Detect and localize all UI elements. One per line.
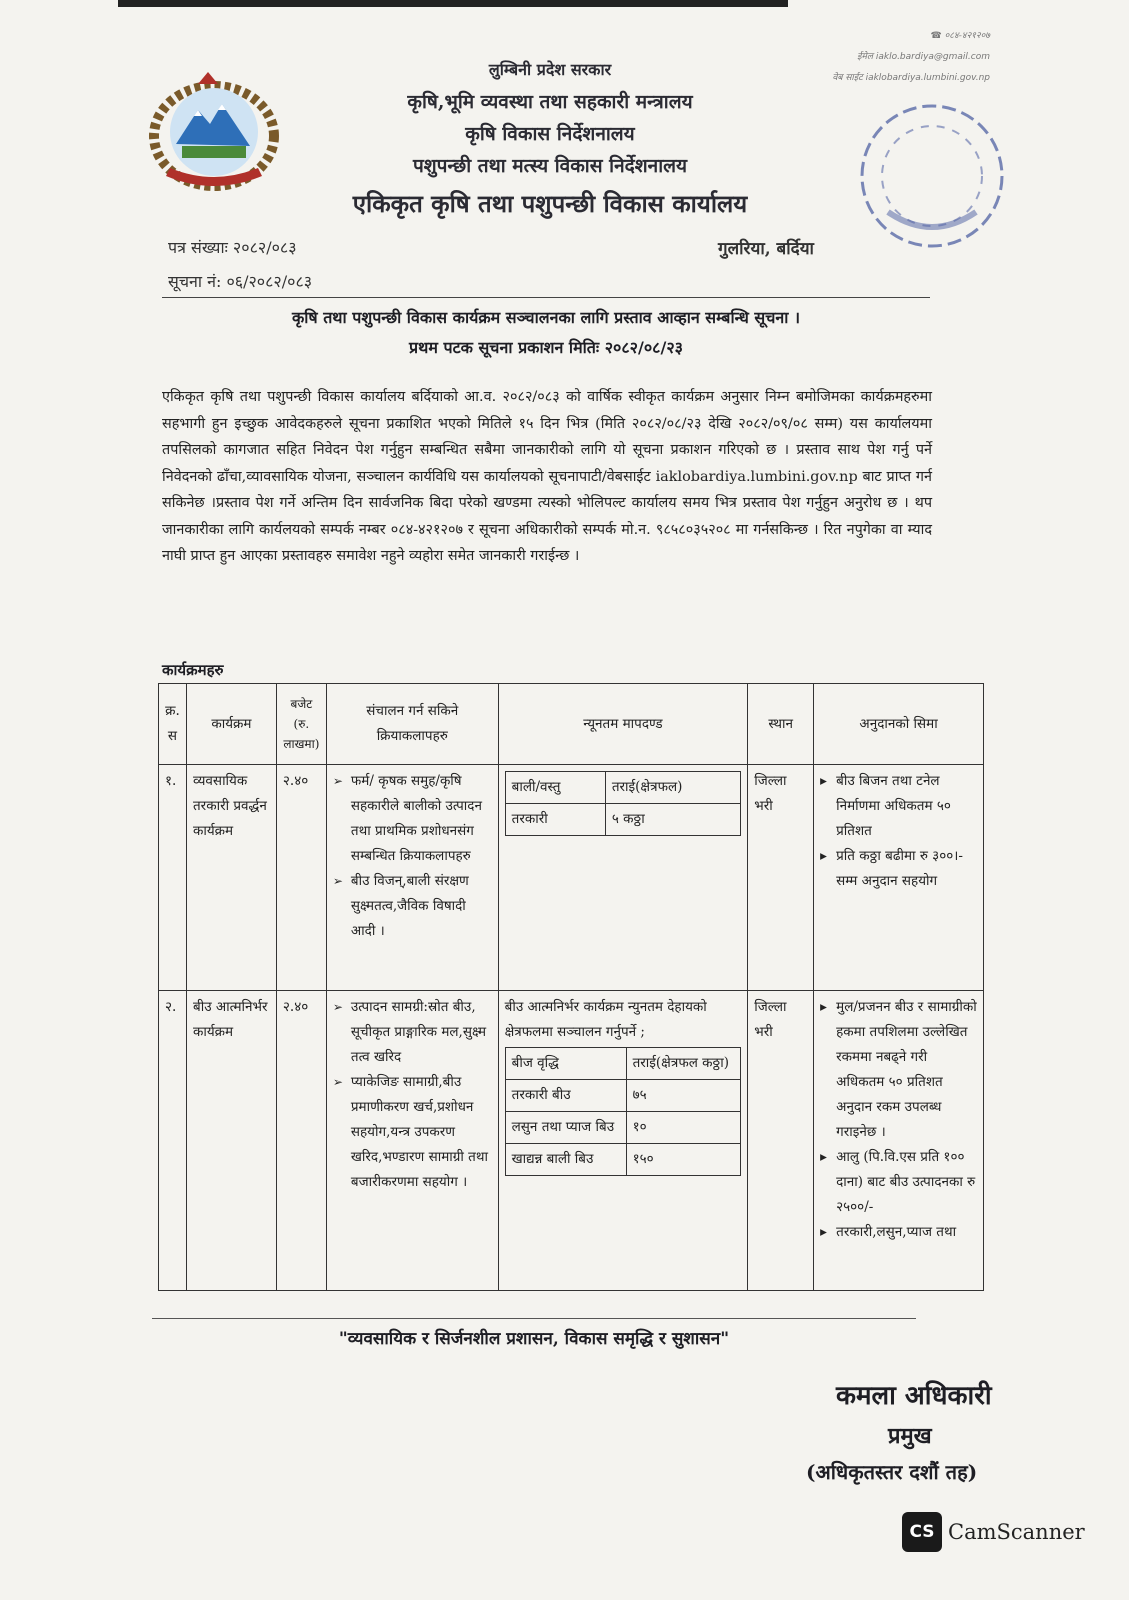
organization-header	[280, 54, 820, 226]
notice-subject	[162, 303, 930, 363]
table-header-row	[159, 684, 984, 765]
row2-criteria-head: बीज वृद्धि	[505, 1048, 626, 1080]
row2-activities	[326, 991, 498, 1291]
row2-criteria-crop: तरकारी बीउ	[505, 1080, 626, 1112]
row1-criteria-head: तराई(क्षेत्रफल)	[605, 772, 740, 804]
row1-activity-item: ➢ बीउ विजन्,बाली संरक्षण सुक्ष्मतत्व,जैविक विषादी आदी ।	[333, 869, 492, 944]
row1-budget: २.४०	[276, 765, 326, 991]
col-program: कार्यक्रम	[186, 684, 276, 765]
row2-criteria-head: तराई(क्षेत्रफल कठ्ठा)	[626, 1048, 741, 1080]
row1-criteria-area: ५ कठ्ठा	[605, 804, 740, 836]
row2-subsidy	[814, 991, 984, 1291]
table-caption: कार्यक्रमहरु	[162, 661, 224, 679]
row2-subsidy-item: ▸ मुल/प्रजनन बीउ र सामाग्रीको हकमा तपशिलमा उल्लेखित रकममा नबढ्ने गरी अधिकतम ५० प्रतिशत अनुदान रकम उपलब्ध गराइनेछ ।	[820, 995, 977, 1145]
row2-activity-item: ➢ प्याकेजिङ सामाग्री,बीउ प्रमाणीकरण खर्च,प्रशोधन सहयोग,यन्त्र उपकरण खरिद,भण्डारण सामाग्री तथा बजारीकरणमा सहयोग ।	[333, 1070, 492, 1195]
row2-criteria-crop: खाद्यन्न बाली बिउ	[505, 1144, 626, 1176]
camscanner-watermark	[902, 1512, 1085, 1552]
office-name: एकिकृत कृषि तथा पशुपन्छी विकास कार्यालय	[352, 189, 748, 218]
org-ministry: कृषि,भूमि व्यवस्था तथा सहकारी मन्त्रालय	[407, 91, 693, 113]
col-subsidy: अनुदानको सिमा	[814, 684, 984, 765]
row1-criteria	[498, 765, 748, 991]
camscanner-label: CamScanner	[948, 1520, 1085, 1544]
row2-criteria-table	[505, 1047, 742, 1176]
col-criteria: न्यूनतम मापदण्ड	[498, 684, 748, 765]
row1-activities	[326, 765, 498, 991]
col-place: स्थान	[748, 684, 814, 765]
row2-activity-item: ➢ उत्पादन सामग्री:स्रोत बीउ, सूचीकृत प्राङ्गारिक मल,सुक्ष्म तत्व खरिद	[333, 995, 492, 1070]
divider	[162, 297, 930, 298]
row1-subsidy-item: ▸ प्रति कठ्ठा बढीमा रु ३००।- सम्म अनुदान सहयोग	[820, 844, 977, 894]
row2-program: बीउ आत्मनिर्भर कार्यक्रम	[186, 991, 276, 1291]
row2-criteria-crop: लसुन तथा प्याज बिउ	[505, 1112, 626, 1144]
row1-place: जिल्ला भरी	[748, 765, 814, 991]
letter-number: पत्र संख्याः २०८२/०८३	[168, 238, 297, 257]
row2-sn: २.	[159, 991, 187, 1291]
row1-subsidy-item: ▸ बीउ बिजन तथा टनेल निर्माणमा अधिकतम ५० प्रतिशत	[820, 769, 977, 844]
office-location: गुलरिया, बर्दिया	[718, 239, 814, 259]
office-stamp-icon	[848, 92, 1016, 260]
row2-criteria-intro: बीउ आत्मनिर्भर कार्यक्रम न्युनतम देहायको क्षेत्रफलमा सञ्चालन गर्नुपर्ने ;	[504, 999, 707, 1040]
signatory-name: कमला अधिकारी	[836, 1381, 992, 1411]
row1-sn: १.	[159, 765, 187, 991]
row1-criteria-table	[505, 771, 742, 836]
programs-table	[158, 683, 984, 1291]
org-directorate-livestock: पशुपन्छी तथा मत्स्य विकास निर्देशनालय	[412, 155, 688, 177]
contact-email: ईमेल iaklo.bardiya@gmail.com	[857, 52, 990, 62]
camscanner-logo-icon: CS	[902, 1512, 942, 1552]
contact-block	[760, 26, 990, 89]
row1-criteria-crop: तरकारी	[505, 804, 605, 836]
contact-website: वेब साईट iaklobardiya.lumbini.gov.np	[832, 73, 990, 83]
signatory-rank: (अधिकृतस्तर दशौं तह)	[806, 1460, 978, 1484]
row1-activity-item: ➢ फर्म/ कृषक समुह/कृषि सहकारीले बालीको उत्पादन तथा प्राथमिक प्रशोधनसंग सम्बन्धित क्रियाकलापहरु	[333, 769, 492, 869]
row2-criteria-area: १५०	[626, 1144, 741, 1176]
nepal-emblem-icon	[146, 64, 282, 194]
row2-subsidy-item: ▸ आलु (पि.वि.एस प्रति १०० दाना) बाट बीउ उत्पादनका रु २५००/-	[820, 1145, 977, 1220]
row1-program: व्यवसायिक तरकारी प्रवर्द्धन कार्यक्रम	[186, 765, 276, 991]
col-sn: क्र. स	[159, 684, 187, 765]
col-activities: संचालन गर्न सकिने क्रियाकलापहरु	[326, 684, 498, 765]
contact-phone: ☎ ०८४-४२१२०७	[930, 31, 990, 41]
row2-budget: २.४०	[276, 991, 326, 1291]
row2-criteria	[498, 991, 748, 1291]
row2-criteria-area: ७५	[626, 1080, 741, 1112]
scan-top-edge	[118, 0, 788, 7]
subject-publish-date: प्रथम पटक सूचना प्रकाशन मितिः २०८२/०८/२३	[409, 338, 683, 357]
org-province: लुम्बिनी प्रदेश सरकार	[488, 60, 612, 79]
row1-criteria-head: बाली/वस्तु	[505, 772, 605, 804]
row2-subsidy-item: ▸ तरकारी,लसुन,प्याज तथा	[820, 1220, 977, 1245]
table-row	[159, 991, 984, 1291]
table-row	[159, 765, 984, 991]
col-budget: बजेट (रु. लाखमा)	[276, 684, 326, 765]
footer-divider	[152, 1318, 916, 1319]
notice-number: सूचना नं: ०६/२०८२/०८३	[168, 272, 313, 291]
subject-title: कृषि तथा पशुपन्छी विकास कार्यक्रम सञ्चालनका लागि प्रस्ताव आव्हान सम्बन्धि सूचना ।	[291, 308, 801, 327]
row2-place: जिल्ला भरी	[748, 991, 814, 1291]
row2-criteria-area: १०	[626, 1112, 741, 1144]
row1-subsidy	[814, 765, 984, 991]
org-directorate-agri: कृषि विकास निर्देशनालय	[465, 123, 635, 145]
signatory-title: प्रमुख	[888, 1423, 932, 1449]
office-motto: "व्यवसायिक र सिर्जनशील प्रशासन, विकास समृद्धि र सुशासन"	[338, 1329, 730, 1349]
notice-body: एकिकृत कृषि तथा पशुपन्छी विकास कार्यालय बर्दियाको आ.व. २०८२/०८३ को वार्षिक स्वीकृत कार्यक्रम अनुसार निम्न बमोजिमका कार्यक्रमहरुमा सहभागी हुन इच्छुक आवेदकहरुले सूचना प्रकाशित भएको मितिले १५ दिन भित्र (मिति २०८२/०८/२३ देखि २०८२/०९/०८ सम्म) यस कार्यालयमा तपसिलको कागजात सहित निवेदन पेश गर्नुहुन सम्बन्धित सबैमा जानकारीको लागि यो सूचना प्रकाशन गरिएको छ । प्रस्ताव साथ पेश गर्नु पर्ने निवेदनको ढाँचा,व्यावसायिक योजना, सञ्चालन कार्यविधि यस कार्यालयको सूचनापाटी/वेबसाईट iaklobardiya.lumbini.gov.np बाट प्राप्त गर्न सकिनेछ ।प्रस्ताव पेश गर्ने अन्तिम दिन सार्वजनिक बिदा परेको खण्डमा त्यस्को भोलिपल्ट कार्यालय समय भित्र प्रस्ताव पेश गर्नुहुन अनुरोध छ । थप जानकारीका लागि कार्यलयको सम्पर्क नम्बर ०८४-४२१२०७ र सूचना अधिकारीको सम्पर्क मो.न. ९८५८०३५२०८ मा गर्नसकिन्छ । रित नपुगेका वा म्याद नाघी प्राप्त हुन आएका प्रस्तावहरु समावेश नहुने व्यहोरा समेत जानकारी गराईन्छ ।	[162, 389, 932, 564]
